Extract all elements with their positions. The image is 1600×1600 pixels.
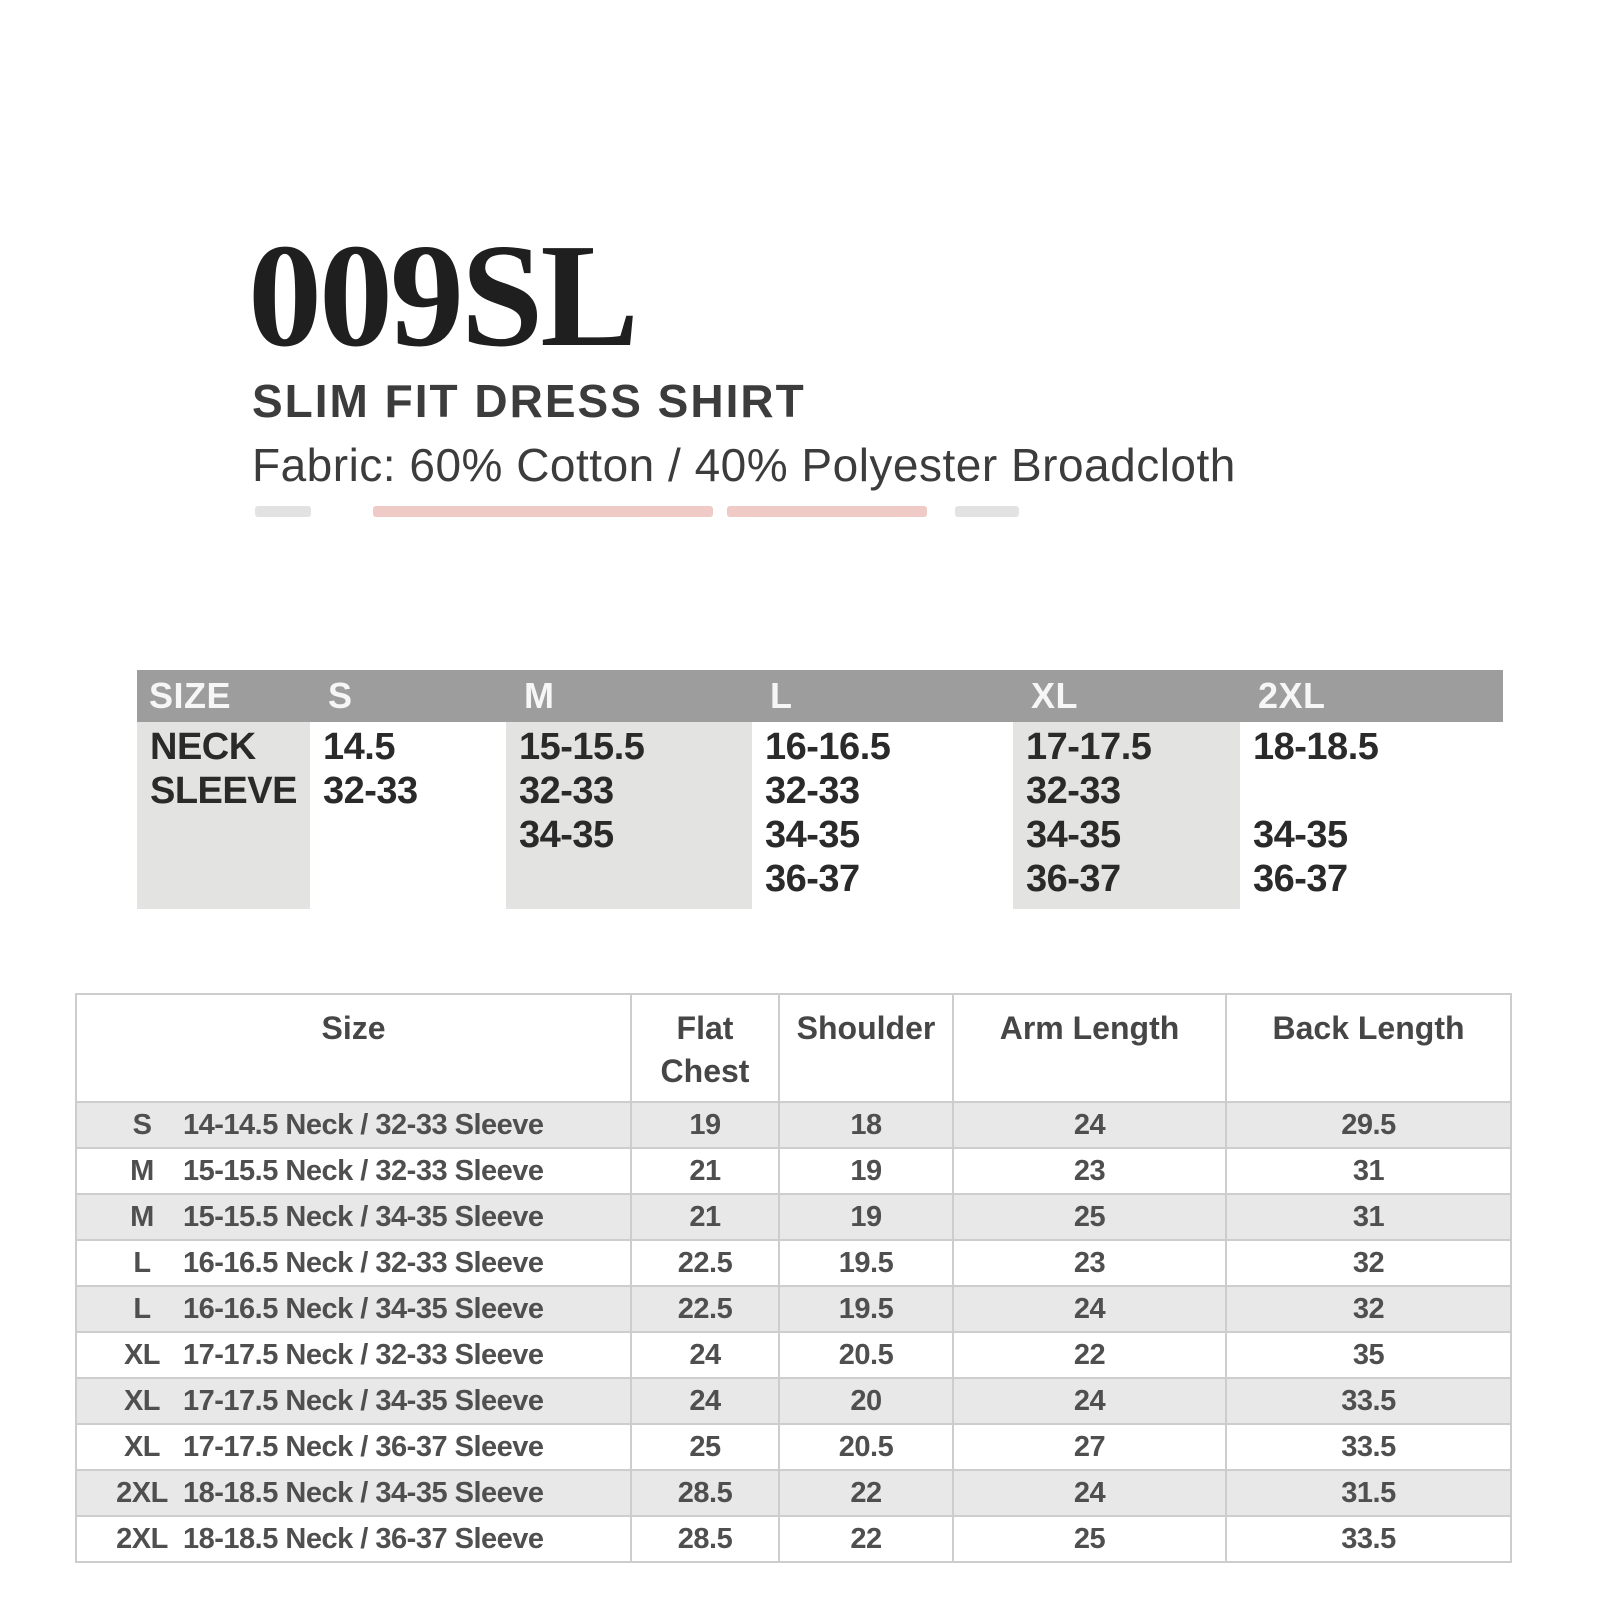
measurement-size-cell xyxy=(76,1378,631,1424)
size-desc-text: 15-15.5 Neck / 32-33 Sleeve xyxy=(183,1154,544,1187)
size-table-cell: 34-35 xyxy=(519,814,614,856)
measurement-value-cell: 25 xyxy=(953,1194,1226,1240)
size-table-header-cell: S xyxy=(328,675,353,716)
size-desc-text: 18-18.5 Neck / 34-35 Sleeve xyxy=(183,1476,544,1509)
measurement-table xyxy=(75,993,1512,1563)
measurement-row xyxy=(76,1194,1511,1240)
size-description xyxy=(77,1247,630,1280)
measurement-value-cell: 19.5 xyxy=(779,1240,953,1286)
measurement-value-cell: 22 xyxy=(953,1332,1226,1378)
size-table-column xyxy=(137,722,310,909)
size-description xyxy=(77,1431,630,1464)
measurement-value-cell: 35 xyxy=(1226,1332,1511,1378)
measurement-size-cell xyxy=(76,1148,631,1194)
size-table-cell: 18-18.5 xyxy=(1253,726,1379,768)
size-table-header-cell: XL xyxy=(1031,675,1079,716)
size-table-cell: 16-16.5 xyxy=(765,726,891,768)
measurement-value-cell: 22.5 xyxy=(631,1240,779,1286)
neck-sleeve-table xyxy=(137,670,1503,909)
size-table-cell: 36-37 xyxy=(765,858,860,900)
measurement-value-cell: 24 xyxy=(631,1378,779,1424)
size-table-column xyxy=(1013,722,1240,909)
cropped-text-remnant xyxy=(255,506,1065,522)
size-table-column xyxy=(752,722,1013,909)
size-desc-text: 17-17.5 Neck / 32-33 Sleeve xyxy=(183,1338,544,1371)
measurement-value-cell: 22 xyxy=(779,1516,953,1562)
size-code: M xyxy=(130,1154,154,1187)
size-desc-text: 14-14.5 Neck / 32-33 Sleeve xyxy=(183,1108,544,1141)
product-code: 009SL xyxy=(248,214,637,378)
size-table-header-cell: M xyxy=(524,675,555,716)
size-desc-text: 16-16.5 Neck / 32-33 Sleeve xyxy=(183,1246,544,1279)
measurement-value-cell: 24 xyxy=(953,1286,1226,1332)
remnant-fragment xyxy=(373,506,713,517)
size-table-cell: 14.5 xyxy=(323,726,395,768)
size-description xyxy=(77,1109,630,1142)
size-description xyxy=(77,1339,630,1372)
measurement-value-cell: 28.5 xyxy=(631,1516,779,1562)
measurement-value-cell: 23 xyxy=(953,1148,1226,1194)
size-table-cell: 17-17.5 xyxy=(1026,726,1152,768)
measurement-value-cell: 25 xyxy=(953,1516,1226,1562)
size-table-empty-cell xyxy=(506,857,752,901)
size-table-header-cell: 2XL xyxy=(1258,675,1326,716)
size-description xyxy=(77,1385,630,1418)
size-table-cell: SLEEVE xyxy=(150,770,297,812)
size-code: XL xyxy=(123,1430,161,1463)
measurement-value-cell: 28.5 xyxy=(631,1470,779,1516)
measurement-row xyxy=(76,1424,1511,1470)
size-table-empty-cell xyxy=(137,857,310,901)
size-code: XL xyxy=(123,1338,161,1371)
measurement-value-cell: 32 xyxy=(1226,1240,1511,1286)
measurement-table-body xyxy=(76,1102,1511,1562)
size-table-cell: 32-33 xyxy=(519,770,614,812)
neck-sleeve-table-header xyxy=(137,670,1503,722)
measurement-size-cell xyxy=(76,1240,631,1286)
remnant-fragment xyxy=(955,506,1019,517)
measurement-column-header: Shoulder xyxy=(779,994,953,1102)
measurement-size-cell xyxy=(76,1516,631,1562)
neck-sleeve-table-body xyxy=(137,722,1503,909)
measurement-row xyxy=(76,1332,1511,1378)
size-table-cell: 34-35 xyxy=(1026,814,1121,856)
measurement-value-cell: 24 xyxy=(631,1332,779,1378)
size-code: 2XL xyxy=(116,1476,168,1509)
size-description xyxy=(77,1293,630,1326)
measurement-table-head xyxy=(76,994,1511,1102)
measurement-value-cell: 21 xyxy=(631,1148,779,1194)
measurement-row xyxy=(76,1470,1511,1516)
measurement-value-cell: 18 xyxy=(779,1102,953,1148)
measurement-value-cell: 19.5 xyxy=(779,1286,953,1332)
measurement-value-cell: 31 xyxy=(1226,1148,1511,1194)
measurement-row xyxy=(76,1240,1511,1286)
size-table-cell: 32-33 xyxy=(1026,770,1121,812)
measurement-column-header: Back Length xyxy=(1226,994,1511,1102)
size-desc-text: 16-16.5 Neck / 34-35 Sleeve xyxy=(183,1292,544,1325)
size-code: 2XL xyxy=(116,1522,168,1555)
measurement-row xyxy=(76,1102,1511,1148)
size-table-cell: 34-35 xyxy=(765,814,860,856)
measurement-value-cell: 19 xyxy=(631,1102,779,1148)
measurement-value-cell: 20.5 xyxy=(779,1332,953,1378)
remnant-fragment xyxy=(255,506,311,517)
size-table-empty-cell xyxy=(137,813,310,857)
measurement-column-header: Size xyxy=(76,994,631,1102)
measurement-value-cell: 25 xyxy=(631,1424,779,1470)
measurement-value-cell: 23 xyxy=(953,1240,1226,1286)
measurement-size-cell xyxy=(76,1102,631,1148)
measurement-value-cell: 19 xyxy=(779,1148,953,1194)
measurement-size-cell xyxy=(76,1424,631,1470)
size-code: L xyxy=(133,1292,151,1325)
product-name: SLIM FIT DRESS SHIRT xyxy=(252,375,806,427)
measurement-row xyxy=(76,1516,1511,1562)
measurement-value-cell: 33.5 xyxy=(1226,1424,1511,1470)
measurement-value-cell: 32 xyxy=(1226,1286,1511,1332)
size-table-header-cell: L xyxy=(770,675,793,716)
measurement-value-cell: 27 xyxy=(953,1424,1226,1470)
size-desc-text: 15-15.5 Neck / 34-35 Sleeve xyxy=(183,1200,544,1233)
size-table-cell: 32-33 xyxy=(765,770,860,812)
size-table-cell: NECK xyxy=(150,726,256,768)
measurement-value-cell: 22 xyxy=(779,1470,953,1516)
size-code: S xyxy=(132,1108,152,1141)
size-description xyxy=(77,1523,630,1556)
size-table-empty-cell xyxy=(1240,769,1503,813)
measurement-value-cell: 33.5 xyxy=(1226,1516,1511,1562)
product-fabric: Fabric: 60% Cotton / 40% Polyester Broadcloth xyxy=(252,439,1236,491)
size-table-cell: 36-37 xyxy=(1026,858,1121,900)
measurement-value-cell: 21 xyxy=(631,1194,779,1240)
size-table-cell: 36-37 xyxy=(1253,858,1348,900)
size-table-header-cell: SIZE xyxy=(149,675,232,716)
size-desc-text: 17-17.5 Neck / 34-35 Sleeve xyxy=(183,1384,544,1417)
measurement-row xyxy=(76,1378,1511,1424)
size-description xyxy=(77,1201,630,1234)
measurement-value-cell: 31.5 xyxy=(1226,1470,1511,1516)
measurement-value-cell: 24 xyxy=(953,1470,1226,1516)
measurement-value-cell: 29.5 xyxy=(1226,1102,1511,1148)
size-description xyxy=(77,1155,630,1188)
size-desc-text: 17-17.5 Neck / 36-37 Sleeve xyxy=(183,1430,544,1463)
size-table-column xyxy=(1240,722,1503,909)
measurement-size-cell xyxy=(76,1332,631,1378)
size-table-cell: 15-15.5 xyxy=(519,726,645,768)
size-desc-text: 18-18.5 Neck / 36-37 Sleeve xyxy=(183,1522,544,1555)
size-description xyxy=(77,1477,630,1510)
size-table-cell: 32-33 xyxy=(323,770,418,812)
measurement-value-cell: 19 xyxy=(779,1194,953,1240)
measurement-column-header: Arm Length xyxy=(953,994,1226,1102)
measurement-size-cell xyxy=(76,1470,631,1516)
size-table-empty-cell xyxy=(310,813,506,857)
size-code: M xyxy=(130,1200,154,1233)
measurement-value-cell: 31 xyxy=(1226,1194,1511,1240)
measurement-size-cell xyxy=(76,1286,631,1332)
measurement-size-cell xyxy=(76,1194,631,1240)
measurement-column-header: Flat Chest xyxy=(631,994,779,1102)
measurement-value-cell: 22.5 xyxy=(631,1286,779,1332)
size-table-cell: 34-35 xyxy=(1253,814,1348,856)
measurement-row xyxy=(76,1286,1511,1332)
measurement-value-cell: 20 xyxy=(779,1378,953,1424)
measurement-value-cell: 20.5 xyxy=(779,1424,953,1470)
measurement-value-cell: 24 xyxy=(953,1378,1226,1424)
size-code: XL xyxy=(123,1384,161,1417)
measurement-row xyxy=(76,1148,1511,1194)
measurement-value-cell: 33.5 xyxy=(1226,1378,1511,1424)
remnant-fragment xyxy=(727,506,927,517)
measurement-header-row xyxy=(76,994,1511,1102)
size-table-column xyxy=(506,722,752,909)
size-code: L xyxy=(133,1246,151,1279)
measurement-value-cell: 24 xyxy=(953,1102,1226,1148)
size-table-column xyxy=(310,722,506,909)
size-table-empty-cell xyxy=(310,857,506,901)
